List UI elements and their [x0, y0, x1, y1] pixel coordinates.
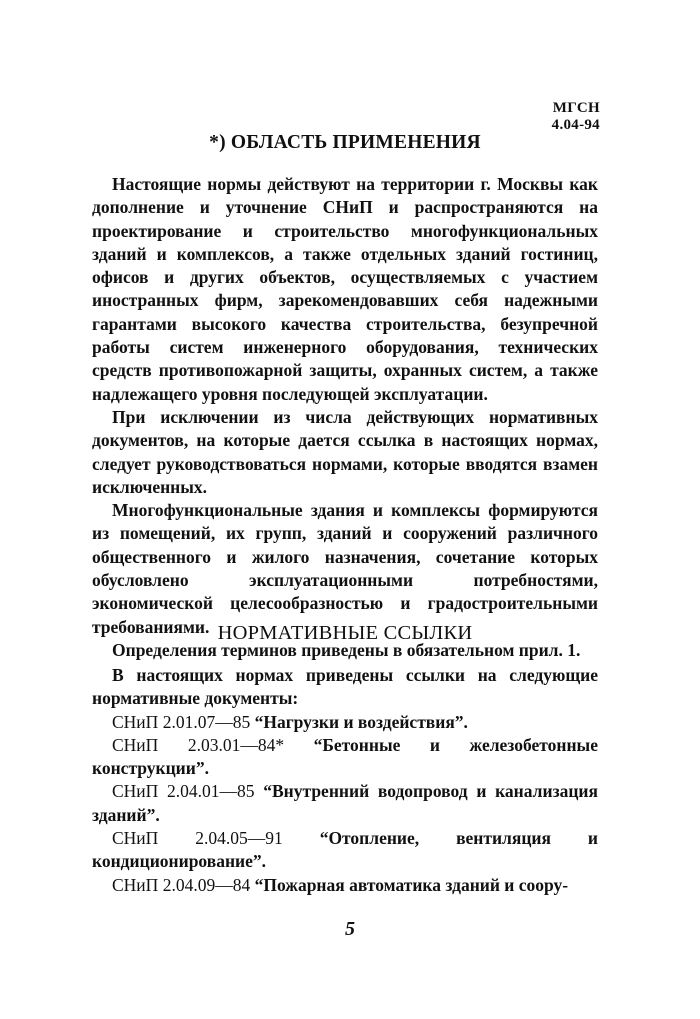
reference-title: “Отопление, вентиляция и кондиционирование”. — [92, 828, 598, 872]
paragraph: Определения терминов приведены в обязательном прил. 1. — [112, 639, 581, 660]
reference-item — [92, 711, 598, 734]
reference-code: СНиП 2.04.09—84 — [112, 874, 251, 895]
section-body-references — [92, 664, 598, 897]
reference-code: СНиП 2.01.07—85 — [112, 711, 251, 732]
reference-title: “Внутренний водопровод и канализация зданий”. — [92, 781, 598, 825]
section-title-references: НОРМАТИВНЫЕ ССЫЛКИ — [217, 622, 473, 644]
document-code: МГСН 4.04-94 — [551, 100, 600, 133]
section-body-scope — [92, 173, 598, 662]
reference-item — [92, 734, 598, 781]
reference-title: “Нагрузки и воздействия”. — [254, 711, 468, 732]
paragraph: При исключении из числа действующих нормативных документов, на которые дается ссылка в настоящих нормах, следует руководствоваться нормами, которые вводятся взамен исключенных. — [92, 406, 598, 497]
paragraph: Многофункциональные здания и комплексы формируются из помещений, их групп, зданий и сооружений различного общественного и жилого назначения, сочетание которых обусловлено эксплуатационными потребностями, экономической целесообразностью и градостроительными требованиями. — [92, 500, 598, 637]
reference-item — [92, 874, 598, 897]
reference-title: “Пожарная автоматика зданий и соору- — [254, 874, 569, 895]
paragraph: Настоящие нормы действуют на территории г. Москвы как дополнение и уточнение СНиП и распространяются на проектирование и строительство многофункциональных зданий и комплексов, а также отдельных зданий гостиниц, офисов и других объектов, осуществляемых с участием иностранных фирм, зарекомендовавших себя надежными гарантами высокого качества строительства, безупречной работы систем инженерного оборудования, технических средств противопожарной защиты, охранных систем, а также надлежащего уровня последующей эксплуатации. — [92, 174, 598, 404]
reference-code: СНиП 2.04.01—85 — [112, 781, 255, 802]
reference-code: СНиП 2.03.01—84* — [112, 734, 285, 755]
reference-title: “Бетонные и железобетонные конструкции”. — [92, 734, 598, 779]
reference-item — [92, 827, 598, 874]
reference-code: СНиП 2.04.05—91 — [112, 828, 283, 849]
reference-item — [92, 780, 598, 827]
references-intro: В настоящих нормах приведены ссылки на следующие нормативные документы: — [92, 665, 598, 709]
page-number: 5 — [345, 918, 355, 940]
section-title-scope: *) ОБЛАСТЬ ПРИМЕНЕНИЯ — [209, 132, 481, 153]
